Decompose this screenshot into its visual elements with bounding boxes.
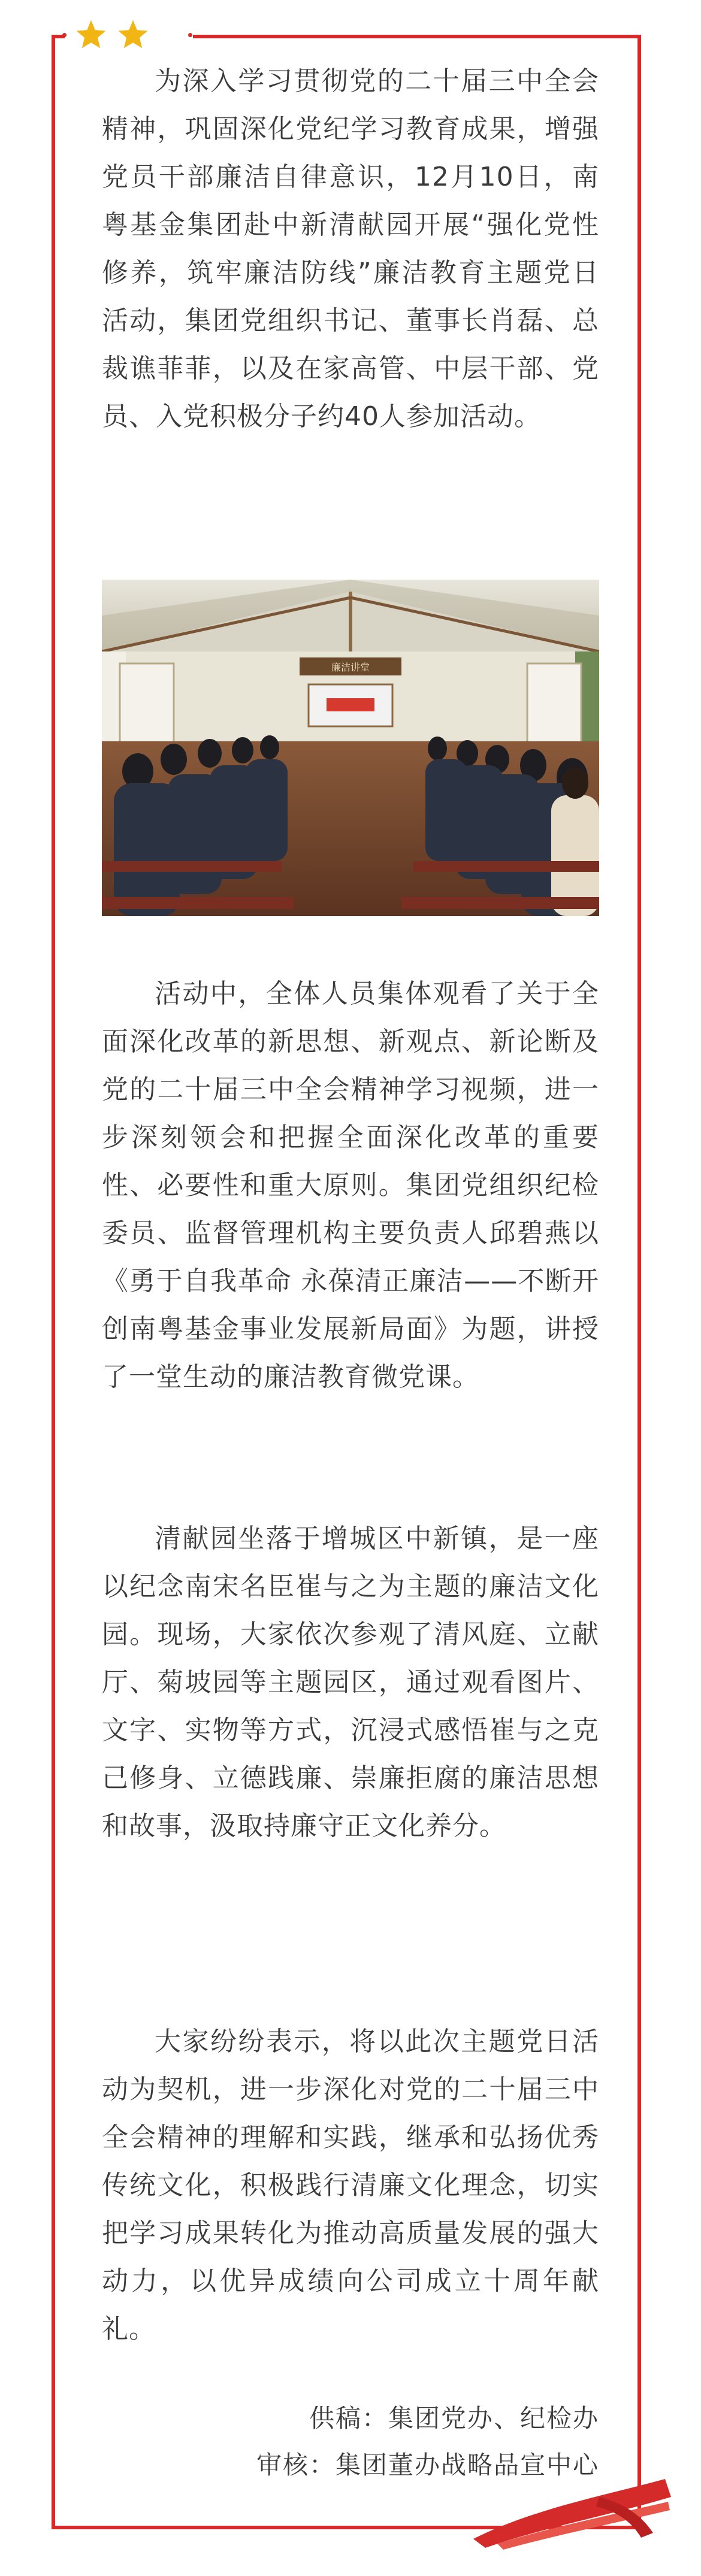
red-ribbon-decoration xyxy=(461,2473,677,2551)
star-icon xyxy=(74,18,108,51)
event-photo xyxy=(102,580,599,916)
header-stars xyxy=(74,18,150,51)
article-paragraph: 为深入学习贯彻党的二十届三中全会精神，巩固深化党纪学习教育成果，增强党员干部廉洁自律意识，12月10日，南粤基金集团赴中新清献园开展“强化党性修养，筑牢廉洁防线”廉洁教育主题党日活动，集团党组织书记、董事长肖磊、总裁谯菲菲，以及在家高管、中层干部、党员、入党积极分子约40人参加活动。 xyxy=(102,66,599,432)
reviewer-credit: 审核：集团董办战略品宣中心 xyxy=(256,2450,599,2480)
frame-dot xyxy=(62,33,67,37)
frame-dot xyxy=(188,33,192,37)
article-paragraph: 活动中，全体人员集体观看了关于全面深化改革的新思想、新观点、新论断及党的二十届三中全会精神学习视频，进一步深刻领会和把握全面深化改革的重要性、必要性和重大原则。集团党组织纪检委员、监督管理机构主要负责人邱碧燕以《勇于自我革命 永葆清正廉洁——不断开创南粤基金事业发展新局面》为题，讲授了一堂生动的廉洁教育微党课。 xyxy=(102,978,599,1392)
star-icon xyxy=(116,18,150,51)
article-paragraph: 清献园坐落于增城区中新镇，是一座以纪念南宋名臣崔与之为主题的廉洁文化园。现场，大家依次参观了清风庭、立献厅、菊坡园等主题园区，通过观看图片、文字、实物等方式，沉浸式感悟崔与之克己修身、立德践廉、崇廉拒腐的廉洁思想和故事，汲取持廉守正文化养分。 xyxy=(102,1523,599,1841)
plaque-text: 廉洁讲堂 xyxy=(331,662,370,673)
article-paragraph: 大家纷纷表示，将以此次主题党日活动为契机，进一步深化对党的二十届三中全会精神的理解和实践，继承和弘扬优秀传统文化，积极践行清廉文化理念，切实把学习成果转化为推动高质量发展的强大动力，以优异成绩向公司成立十周年献礼。 xyxy=(102,2026,599,2344)
contributor-credit: 供稿：集团党办、纪检办 xyxy=(309,2404,599,2433)
